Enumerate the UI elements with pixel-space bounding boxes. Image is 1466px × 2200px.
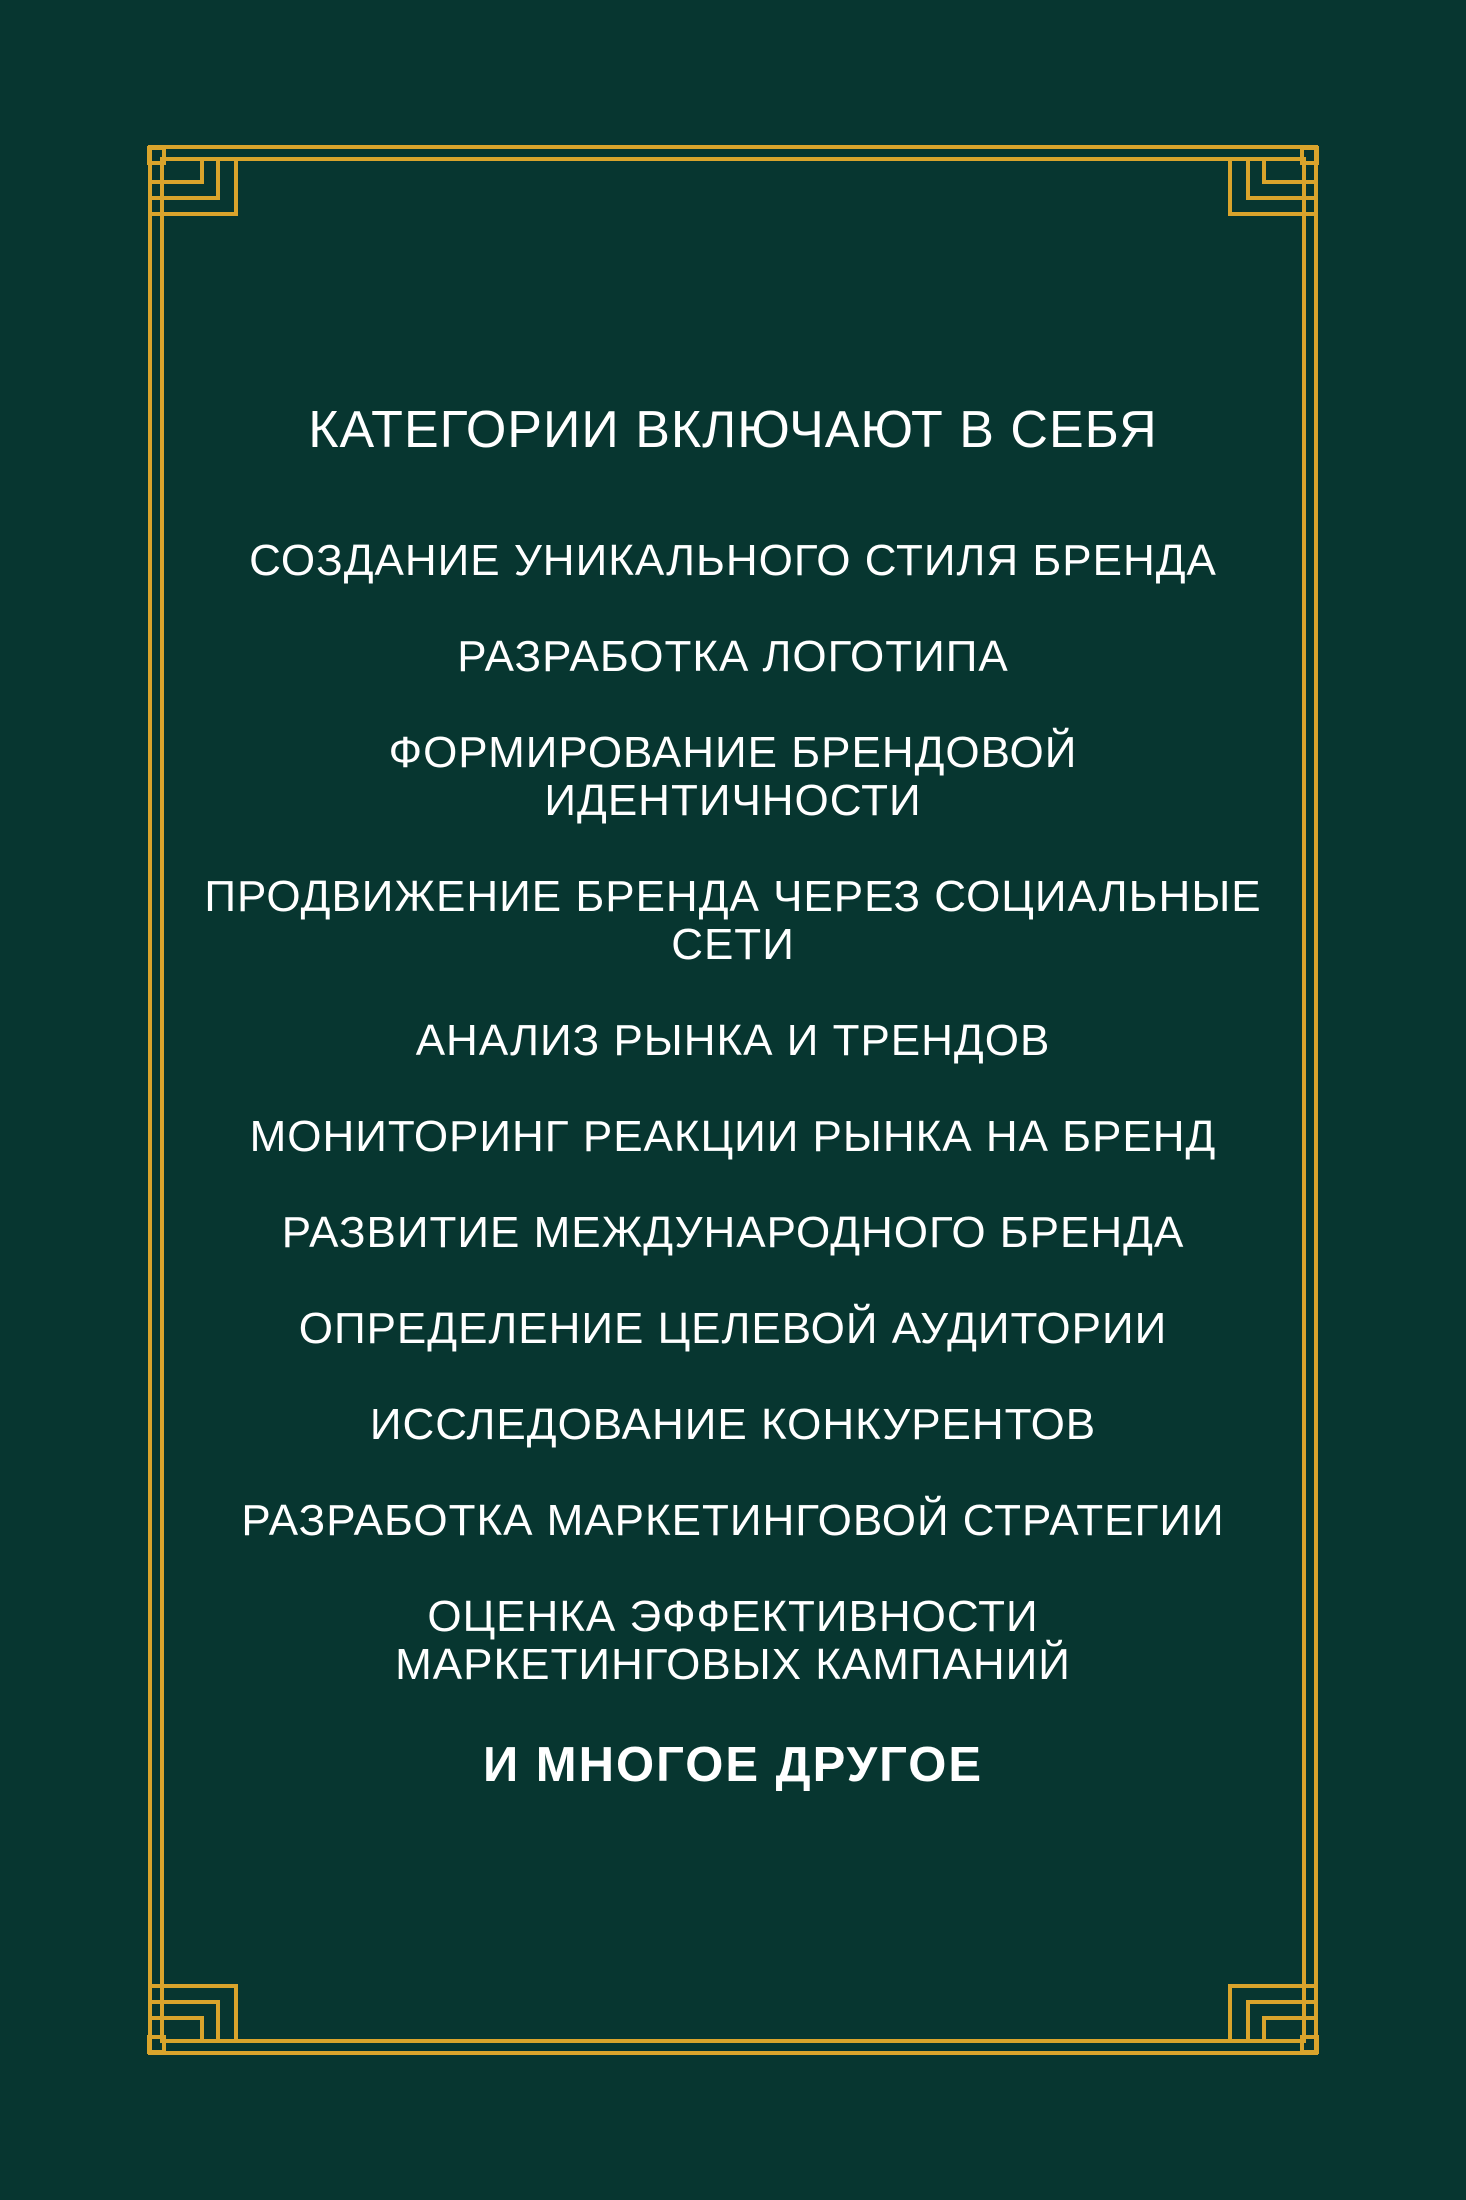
page-heading: КАТЕГОРИИ ВКЛЮЧАЮТ В СЕБЯ (308, 401, 1158, 459)
content-area (180, 0, 1286, 2200)
list-item: РАЗРАБОТКА МАРКЕТИНГОВОЙ СТРАТЕГИИ (241, 1496, 1225, 1545)
list-item: ФОРМИРОВАНИЕ БРЕНДОВОЙ (388, 728, 1078, 777)
closing-text: И МНОГОЕ ДРУГОЕ (482, 1738, 984, 1792)
list-item: РАЗВИТИЕ МЕЖДУНАРОДНОГО БРЕНДА (281, 1208, 1185, 1257)
list-item: ИССЛЕДОВАНИЕ КОНКУРЕНТОВ (369, 1400, 1097, 1449)
list-item: ОЦЕНКА ЭФФЕКТИВНОСТИ (427, 1592, 1039, 1641)
list-item: ОПРЕДЕЛЕНИЕ ЦЕЛЕВОЙ АУДИТОРИИ (298, 1304, 1168, 1353)
list-item: АНАЛИЗ РЫНКА И ТРЕНДОВ (415, 1016, 1051, 1065)
list-item: МАРКЕТИНГОВЫХ КАМПАНИЙ (395, 1640, 1071, 1689)
list-item: СЕТИ (671, 920, 795, 969)
list-item: ИДЕНТИЧНОСТИ (544, 776, 922, 825)
list-item: ПРОДВИЖЕНИЕ БРЕНДА ЧЕРЕЗ СОЦИАЛЬНЫЕ (204, 872, 1262, 921)
list-item: СОЗДАНИЕ УНИКАЛЬНОГО СТИЛЯ БРЕНДА (249, 536, 1217, 585)
list-item: РАЗРАБОТКА ЛОГОТИПА (457, 632, 1009, 681)
list-item: МОНИТОРИНГ РЕАКЦИИ РЫНКА НА БРЕНД (249, 1112, 1217, 1161)
